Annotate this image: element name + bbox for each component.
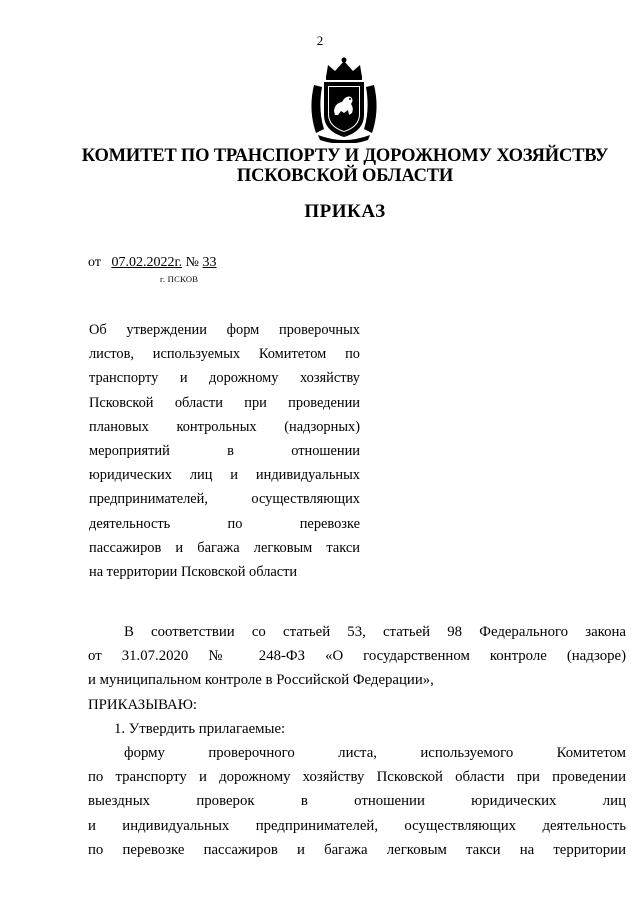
body-line: 1. Утвердить прилагаемые:	[114, 720, 286, 737]
body-line: ПРИКАЗЫВАЮ:	[88, 696, 198, 713]
body-line: и муниципальном контроле в Российской Федерации»,	[88, 672, 434, 689]
subject-line: Об утверждении форм проверочных	[89, 322, 360, 338]
subject-line: предпринимателей, осуществляющих	[89, 491, 360, 508]
subject-line: Псковской области при проведении	[89, 394, 360, 411]
body-line: и индивидуальных предпринимателей, осуществляющих деятельность	[88, 817, 626, 834]
subject-line: мероприятий в отношении	[89, 442, 360, 459]
order-number: 33	[202, 255, 217, 270]
body-line: по перевозке пассажиров и багажа легковым такси на территории	[88, 841, 626, 858]
organization-name	[0, 146, 640, 186]
coat-of-arms-emblem	[304, 55, 384, 143]
body-line: выездных проверок в отношении юридических лиц	[88, 793, 626, 810]
page-number: 2	[316, 33, 324, 48]
organization-line-1: КОМИТЕТ ПО ТРАНСПОРТУ И ДОРОЖНОМУ ХОЗЯЙСТВУ	[81, 146, 609, 166]
order-date: 07.02.2022г.	[111, 255, 183, 270]
body-line: форму проверочного листа, используемого Комитетом	[124, 744, 626, 761]
subject-line: на территории Псковской области	[89, 563, 298, 580]
organization-line-2: ПСКОВСКОЙ ОБЛАСТИ	[236, 166, 454, 186]
order-date-line	[88, 255, 216, 271]
subject-line: листов, используемых Комитетом по	[89, 346, 360, 363]
order-body	[88, 620, 626, 862]
subject-line: пассажиров и багажа легковым такси	[89, 539, 360, 556]
body-line: В соответствии со статьей 53, статьей 98 Федерального закона	[124, 624, 626, 640]
document-type-title: ПРИКАЗ	[304, 201, 386, 222]
body-line: по транспорту и дорожному хозяйству Псковской области при проведении	[88, 769, 626, 786]
subject-line: деятельность по перевозке	[89, 515, 360, 532]
body-line: от 31.07.2020 № 248-ФЗ «О государственном контроле (надзоре)	[88, 648, 626, 665]
date-prefix: от	[88, 255, 101, 270]
order-number-label: №	[185, 255, 199, 270]
subject-line: плановых контрольных (надзорных)	[89, 418, 360, 435]
subject-line: транспорту и дорожному хозяйству	[89, 370, 360, 387]
city-label: г. ПСКОВ	[160, 274, 199, 284]
subject-line: юридических лиц и индивидуальных	[89, 467, 360, 484]
order-subject	[89, 318, 360, 584]
